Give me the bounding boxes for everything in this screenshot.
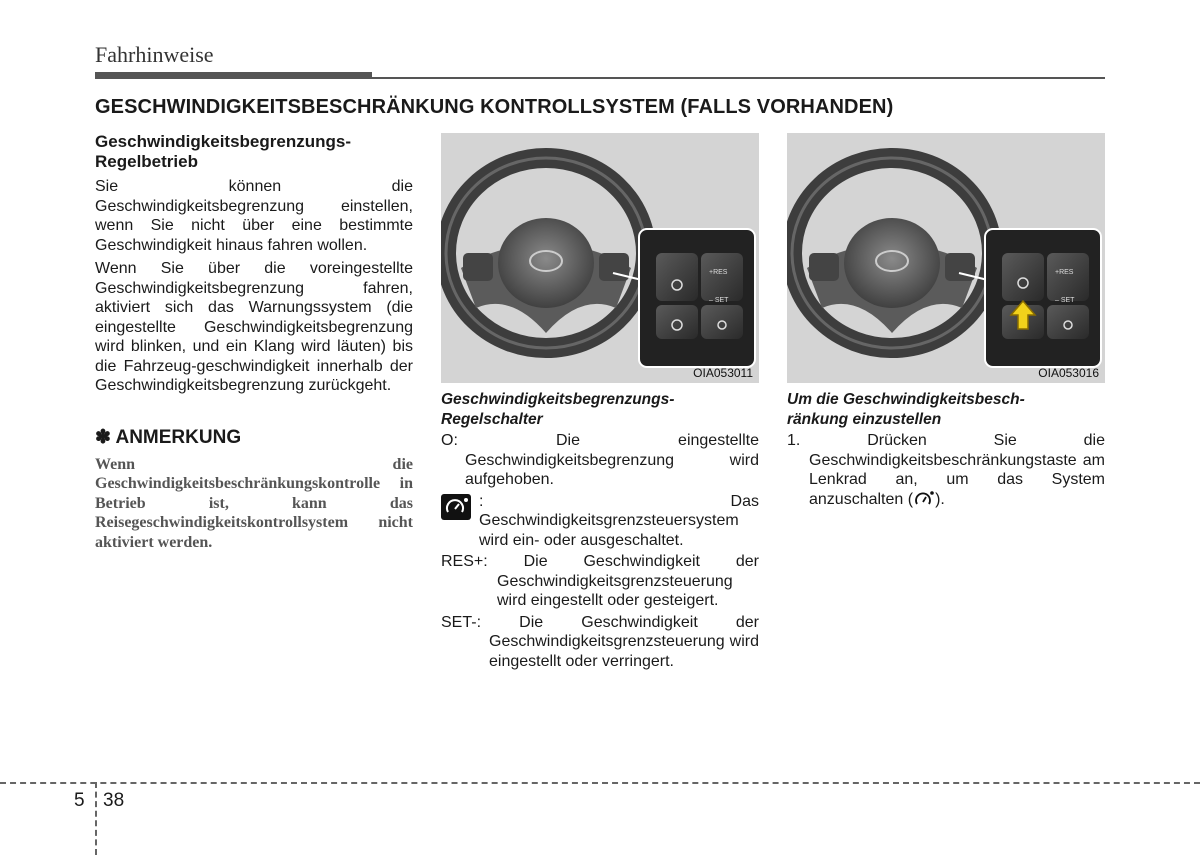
- steering-wheel-illustration: [441, 133, 759, 383]
- column-2: [441, 390, 759, 673]
- subheading-line-2: Regelbetrieb: [95, 152, 198, 171]
- step-text-end: ).: [935, 490, 945, 508]
- definition-o: [441, 431, 759, 490]
- subheading: [95, 132, 413, 172]
- definition-term: SET-:: [441, 613, 482, 631]
- speed-limiter-icon: [441, 494, 471, 520]
- set-label: – SET: [1055, 297, 1075, 304]
- definition-text: : Das Geschwindigkeitsgrenzsteuersystem wird ein- oder ausgeschaltet.: [479, 492, 759, 549]
- steering-wheel-illustration: [787, 133, 1105, 383]
- caption-line-1: Geschwindigkeitsbegrenzungs-: [441, 391, 675, 408]
- definition-set: [441, 613, 759, 672]
- note-title: ✽ ANMERKUNG: [95, 426, 242, 448]
- paragraph-2: Wenn Sie über die voreingestellte Geschwindigkeitsbegrenzung fahren, aktiviert sich das Warnungssystem (die eingestellte Geschwindigkeitsbegrenzung wird blinken, und ein Klang wird läuten) bis die Fahrzeug-geschwindigkeit innerhalb der Geschwindigkeitsbegrenzung zurückgeht.: [95, 260, 413, 394]
- definition-text: Die Geschwindigkeit der Geschwindigkeitsgrenzsteuerung wird eingestellt oder gesteigert.: [497, 553, 759, 609]
- footer-rule: [0, 782, 1200, 784]
- caption-line-2: ränkung einzustellen: [787, 410, 942, 428]
- speed-limiter-icon: [913, 490, 935, 508]
- figure-caption: [441, 390, 759, 429]
- chapter-number: 5: [74, 790, 85, 811]
- step-1: [787, 431, 1105, 509]
- definition-text: Die eingestellte Geschwindigkeitsbegrenzung wird aufgehoben.: [465, 432, 759, 488]
- set-label: – SET: [709, 297, 729, 304]
- figure-id: OIA053011: [693, 366, 753, 380]
- header-rule-thick: [95, 72, 372, 79]
- caption-line-2: Regelschalter: [441, 410, 543, 428]
- footer-divider: [95, 782, 97, 855]
- column-3: [787, 390, 1105, 511]
- res-label: +RES: [1055, 269, 1074, 276]
- column-1: [95, 132, 413, 552]
- figure-steering-wheel-1: [441, 133, 759, 383]
- caption-line-1: Um die Geschwindigkeitsbesch-: [787, 391, 1025, 408]
- step-text: 1. Drücken Sie die Geschwindigkeitsbeschränkungstaste am Lenkrad an, um das System anzuschalten (: [787, 432, 1105, 508]
- definition-term: RES+:: [441, 553, 488, 570]
- running-head: Fahrhinweise: [95, 42, 214, 67]
- figure-id: OIA053016: [1038, 366, 1099, 380]
- definition-term: O:: [441, 432, 458, 449]
- header-rule-thin: [372, 77, 1105, 79]
- figure-caption: [787, 390, 1105, 429]
- definition-limit-switch: [441, 492, 759, 551]
- figure-steering-wheel-2: [787, 133, 1105, 383]
- paragraph-1: Sie können die Geschwindigkeitsbegrenzung einstellen, wenn Sie nicht über eine bestimmte Geschwindigkeit hinaus fahren wollen.: [95, 178, 413, 254]
- section-title: GESCHWINDIGKEITSBESCHRÄNKUNG KONTROLLSYSTEM (FALLS VORHANDEN): [95, 96, 894, 118]
- page-number: 38: [103, 790, 125, 811]
- definition-res: [441, 552, 759, 611]
- definition-text: Die Geschwindigkeit der Geschwindigkeitsgrenzsteuerung wird eingestellt oder verringert.: [489, 613, 759, 670]
- res-label: +RES: [709, 269, 728, 276]
- note-text: Wenn die Geschwindigkeitsbeschränkungskontrolle in Betrieb ist, kann das Reisegeschwindigkeitskontrollsystem nicht aktiviert werden.: [95, 455, 413, 551]
- subheading-line-1: Geschwindigkeitsbegrenzungs-: [95, 132, 351, 151]
